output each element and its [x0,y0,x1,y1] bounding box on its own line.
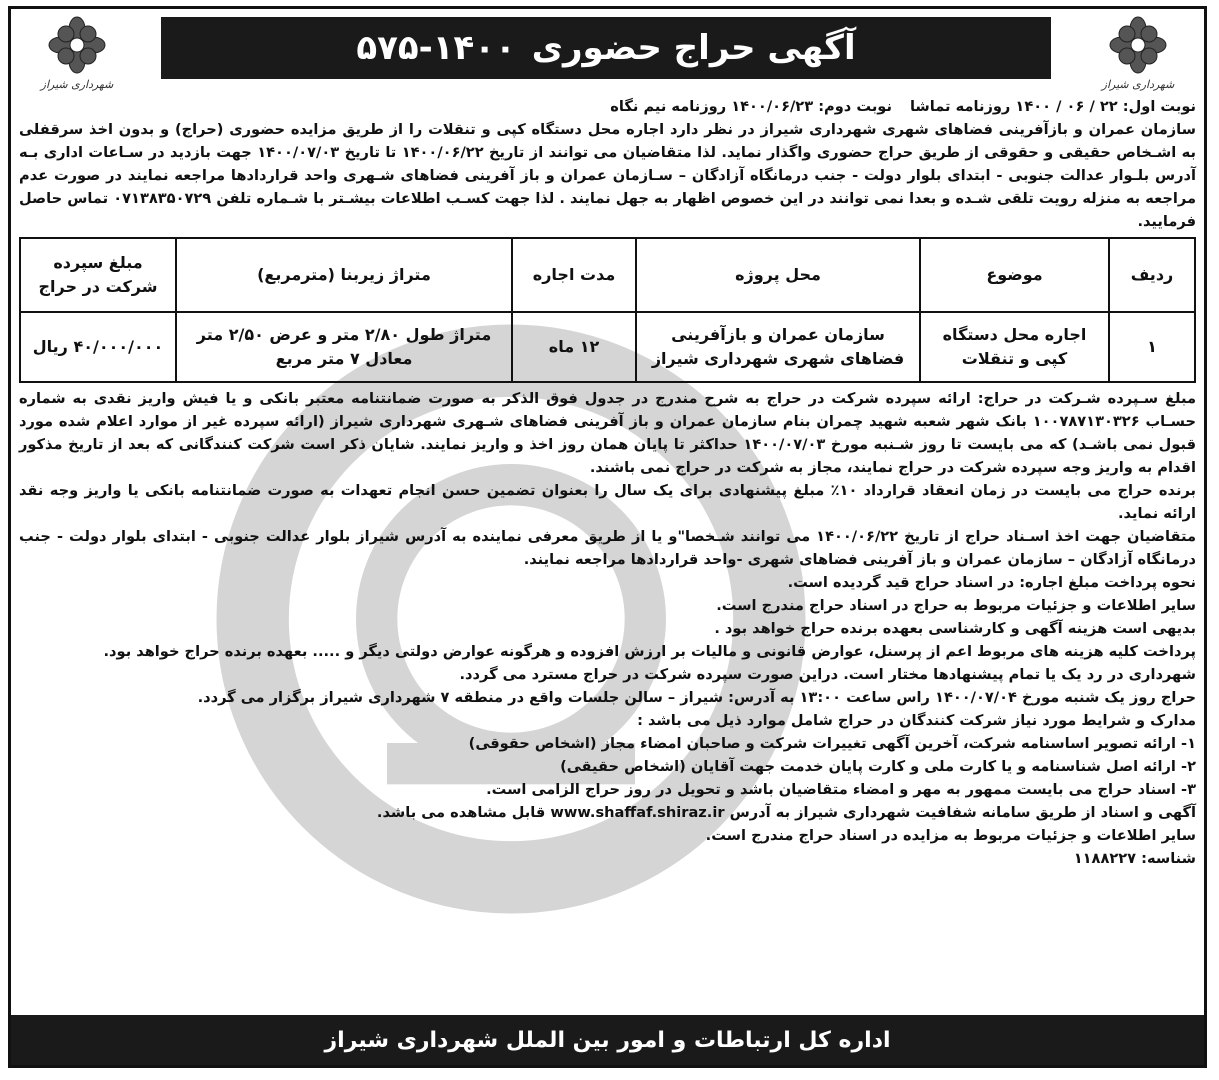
table-header-row [20,238,1195,312]
requirement-item: ۳- اسناد حراج می بایست ممهور به مهر و امضاء متقاضیان باشد و تحویل در روز حراج الزامی است. [486,781,1196,798]
logo-right [1078,15,1198,91]
details-line: سایر اطلاعات و جزئیات مربوط به حراج در اسناد حراج مندرج است. [716,597,1196,614]
guarantee-paragraph: برنده حراج می بایست در زمان انعقاد قرارداد ۱۰٪ مبلغ پیشنهادی برای یک سال را بعنوان تضمین حسن انجام تعهدات به صورت ضمانتنامه بانکی یا واریز وجه نقد ارائه نماید. [19,482,1196,522]
fees-line: پرداخت کلیه هزینه های مربوط اعم از پرسنل، عوارض قانونی و مالیات بر ارزش افزوده و هرگونه عوارض دولتی دیگر و ..... بعهده برنده حراج خواهد بود. [103,643,1196,660]
content [19,95,1196,870]
intro-paragraph: سازمان عمران و بازآفرینی فضاهای شهری شهرداری شیراز در نظر دارد اجاره محل دستگاه کپی و تنقلات را از طریق مزایده حضوری (حراج) و بدون اخذ سرقفلی به اشـخاص حقیقی و حقوقی از طریق حراج حضوری واگذار نماید. لذا متقاضیان می توانند از تاریخ ۱۴۰۰/۰۶/۲۲ تا تاریخ ۱۴۰۰/۰۷/۰۳ جهت بازدید در سـاعات اداری بـه آدرس بلـوار عدالت جنوبی - ابتدای بلوار دولت - جنب درمانگاه آزادگان – سـازمان عمران و باز آفرینی فضاهای شـهری واحد قراردادها مراجعه نمایند در صورت عدم مراجعه به منزله رویت تلقی شـده و بعدا نمی توانند در این خصوص اظهار به جهل نمایند . لذا جهت کسـب اطلاعات بیشـتر با شـماره تلفن ۰۷۱۳۸۳۵۰۷۲۹ تماس حاصل فرمایید. [19,121,1197,230]
cell-location: سازمان عمران و بازآفرینی فضاهای شهری شهرداری شیراز [636,312,920,382]
website-text-before: آگهی و اسناد از طریق سامانه شفافیت شهرداری شیراز به آدرس [729,804,1196,821]
header-deposit: مبلغ سپرده شرکت در حراج [20,238,176,312]
title-number: ۵۷۵-۱۴۰۰ [356,28,516,68]
closing-line: سایر اطلاعات و جزئیات مربوط به مزایده در اسناد حراج مندرج است. [705,827,1196,844]
header-duration: مدت اجاره [512,238,636,312]
advertisement-frame [8,6,1207,1068]
requirements-heading: مدارک و شرایط مورد نیاز شرکت کنندگان در حراج شامل موارد ذیل می باشد : [637,712,1196,729]
header-area: متراژ زیربنا (مترمربع) [176,238,512,312]
reject-line: شهرداری در رد یک یا تمام پیشنهادها مختار است. دراین صورت سپرده شرکت در حراج مسترد می گردد. [459,666,1196,683]
notice-first: نوبت اول: ۲۲ / ۰۶ / ۱۴۰۰ روزنامه تماشا [909,98,1196,115]
logo-caption: شهرداری شیراز [40,78,114,91]
table-row [20,312,1195,382]
website-line [19,801,1196,824]
cell-subject: اجاره محل دستگاه کپی و تنقلات [920,312,1109,382]
cell-duration: ۱۲ ماه [512,312,636,382]
header [11,9,1204,91]
cost-line: بدیهی است هزینه آگهی و کارشناسی بعهده برنده حراج خواهد بود . [714,620,1196,637]
logo-caption: شهرداری شیراز [1101,78,1175,91]
header-row-number: ردیف [1109,238,1195,312]
logo-left [17,15,137,91]
website-text-after: قابل مشاهده می باشد. [376,804,546,821]
flower-logo-icon [17,15,137,75]
footer-text: اداره کل ارتباطات و امور بین الملل شهرداری شیراز [324,1027,891,1053]
payment-line: نحوه پرداخت مبلغ اجاره: در اسناد حراج قید گردیده است. [787,574,1196,591]
requirement-item: ۱- ارائه تصویر اساسنامه شرکت، آخرین آگهی تغییرات شرکت و صاحبان امضاء مجاز (اشخاص حقوقی) [468,735,1196,752]
footer-bar [11,1015,1204,1065]
requirement-item: ۲- ارائه اصل شناسنامه و یا کارت ملی و کارت پایان خدمت جهت آقایان (اشخاص حقیقی) [560,758,1196,775]
body-text [19,387,1196,870]
notice-second: نوبت دوم: ۱۴۰۰/۰۶/۲۳ روزنامه نیم نگاه [610,98,892,115]
header-location: محل پروژه [636,238,920,312]
documents-paragraph: متقاضیان جهت اخذ اسـناد حراج از تاریخ ۱۴۰۰/۰۶/۲۲ می توانند شـخصا"و یا از طریق معرفی نماینده به آدرس شیراز بلوار عدالت جنوبی - ابتدای بلوار دولت - جنب درمانگاه آزادگان – سازمان عمران و باز آفرینی فضاهای شهری -واحد قراردادها مراجعه نمایند. [19,528,1196,568]
id-line: شناسه: ۱۱۸۸۲۲۷ [1073,850,1196,867]
deposit-paragraph: مبلغ سـپرده شـرکت در حراج: ارائه سپرده شرکت در حراج به شرح مندرج در جدول فوق الذکر به صورت ضمانتنامه معتبر بانکی و یا فیش واریز نقدی به شماره حسـاب ۱۰۰۷۸۷۱۳۰۳۲۶ بانک شهر شعبه شهید چمران بنام سازمان عمران و باز آفرینی فضاهای شـهری شهرداری شیراز (ارائه سپرده غیر از موارد اعلام شده مورد قبول نمی باشـد) که می بایست تا روز شـنبه مورخ ۱۴۰۰/۰۷/۰۳ حداکثر تا پایان همان روز اخذ و واریز نمایند. شایان ذکر است شرکت کنندگانی که بعد از تاریخ مذکور اقدام به واریز وجه سپرده شرکت در حراج نمایند، مجاز به شرکت در حراج نمی باشند. [19,390,1196,476]
cell-area: متراژ طول ۲/۸۰ متر و عرض ۲/۵۰ متر معادل ۷ متر مربع [176,312,512,382]
flower-logo-icon [1078,15,1198,75]
header-subject: موضوع [920,238,1109,312]
cell-deposit: ۴۰/۰۰۰/۰۰۰ ریال [20,312,176,382]
cell-row-number: ۱ [1109,312,1195,382]
auction-table [19,237,1196,383]
website-link[interactable]: www.shaffaf.shiraz.ir [550,804,725,821]
auction-date-line: حراج روز یک شنبه مورخ ۱۴۰۰/۰۷/۰۴ راس ساعت ۱۳:۰۰ به آدرس: شیراز – سالن جلسات واقع در منطقه ۷ شهرداری شیراز برگزار می گردد. [197,689,1196,706]
notice-dates [19,95,1196,118]
page-title [161,17,1051,79]
title-main: آگهی حراج حضوری [531,28,856,68]
